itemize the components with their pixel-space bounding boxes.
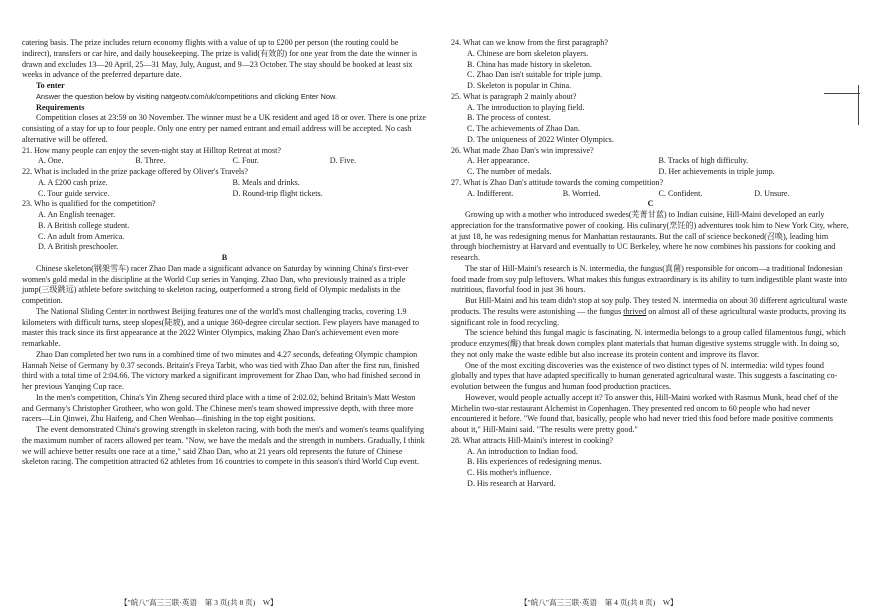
- option: B. The process of contest.: [467, 113, 551, 123]
- option: C. The achievements of Zhao Dan.: [467, 124, 580, 133]
- underlined-word: thrived: [623, 306, 647, 316]
- option: C. Confident.: [658, 188, 703, 198]
- option: D. Five.: [329, 156, 357, 166]
- option: D. Round-trip flight tickets.: [232, 188, 323, 198]
- option: C. Tour guide service.: [38, 188, 110, 198]
- option: D. The uniqueness of 2022 Winter Olympics.: [467, 134, 614, 144]
- section-b-heading: B: [221, 253, 228, 262]
- question-25: 25. What is paragraph 2 mainly about?: [451, 91, 577, 101]
- option: D. His research at Harvard.: [467, 478, 556, 488]
- requirements-heading: Requirements: [36, 102, 85, 112]
- option: A. Her appearance.: [467, 156, 530, 166]
- passage-b-paragraph: Zhao Dan completed her two runs in a combined time of two minutes and 4.27 seconds, defeating Olympic champion Hannah Neise of Germany by 0.37 seconds. Britain's Freya Tarbit, who was tied with Zhao Dan after the first run, finished third with a total time of 2:04.66. The victory marked a significant improvement for Zhao Dan, who had finished second in her previous Yanqing Cup race.: [22, 349, 421, 391]
- option: D. Skeleton is popular in China.: [467, 81, 572, 90]
- option: C. Zhao Dan isn't suitable for triple jump.: [467, 70, 603, 80]
- passage-b-paragraph: Chinese skeleton(钢架雪车) racer Zhao Dan made a significant advance on Saturday by winning China's first-ever women's gold medal in the discipline at the World Cup series in Yanqing. Zhao Dan, who previously trained as a triple jump(三级跳远) athlete before switching to skeleton racing, outperformed a strong field of Olympic medalists in the competition.: [22, 263, 409, 305]
- question-28: 28. What attracts Hill-Maini's interest in cooking?: [451, 435, 614, 445]
- option: B. His experiences of redesigning menus.: [467, 457, 602, 467]
- passage-b-paragraph: The event demonstrated China's growing strength in skeleton racing, with both the men's and women's teams qualifying the maximum number of racers allowed per team. "Now, we have the medals and the strength in numbers. Gradually, I think we will achieve better results one race at a time," said Zhao Dan, who at 21 years old represents the future of Chinese skeleton racing. The competition attracted 62 athletes from 16 countries to compete in this season's third World Cup event.: [22, 425, 425, 467]
- text-span: on almost all of these agricultural waste products, proving its significant role in food recycling.: [451, 306, 847, 327]
- option: C. The number of medals.: [467, 167, 552, 176]
- option: C. Four.: [232, 156, 259, 166]
- passage-b-paragraph: The National Sliding Center in northwest Beijing features one of the world's most challenging tracks, covering 1.9 kilometers with difficult turns, steep slopes(陡坡), and a unique 360-degree circular section. Few players have managed to master this track since its first appearance at the 2022 Winter Olympics, making Zhao Dan's achievement even more remarkable.: [22, 306, 420, 348]
- option: A. An introduction to Indian food.: [467, 446, 578, 456]
- intro-paragraph: catering basis. The prize includes return economy flights with a value of up to £200 per person (the routing could be indirect), transfers or car hire, and daily housekeeping. The prize is valid(有效的) for one year from the date the winner is drawn and excludes 13—20 April, 25—31 May, July, August, and 9—23 October. The stay should be booked at least six weeks in advance of the preferred departure date.: [22, 38, 418, 80]
- passage-b-paragraph: In the men's competition, China's Yin Zheng secured third place with a time of 2:02.02, behind Britain's Matt Weston and Germany's Christopher Grotheer, who won gold. The Chinese men's team showed impressive depth, with three more racers—Lin Qinwei, Zhu Haifeng, and Chen Wenhao—finishing in the top eight positions.: [22, 392, 416, 424]
- passage-c-paragraph: [451, 296, 850, 328]
- option: A. A £200 cash prize.: [38, 177, 108, 187]
- option: B. Tracks of high difficulty.: [658, 156, 749, 166]
- to-enter-text: Answer the question below by visiting natgeotv.com/uk/competitions and clicking Enter Now.: [36, 91, 337, 101]
- option: D. Her achievements in triple jump.: [658, 167, 775, 176]
- requirements-text: Competition closes at 23:59 on 30 November. The winner must be a UK resident and aged 18 or over. There is one prize consisting of a stay for up to four people. Only one entry per named entrant and email address will be accepted. No cash alternative will be offered.: [22, 113, 426, 144]
- option: B. Worried.: [562, 188, 601, 198]
- text-span: But Hill-Maini and his team didn't stop at soy pulp. They tested N. intermedia on about 30 different agricultural waste products. The results were astonishing — the fungus: [451, 296, 848, 316]
- option: C. An adult from America.: [38, 231, 125, 241]
- option: A. An English teenager.: [38, 210, 116, 219]
- option: B. China has made history in skeleton.: [467, 59, 592, 69]
- option: A. The introduction to playing field.: [467, 102, 585, 112]
- passage-c-paragraph: One of the most exciting discoveries was the existence of two distinct types of N. intermedia: wild types found globally and types that have adapted specifically to human generated agricultural waste. This suggests a fascinating co-evolution between the fungus and human food production practices.: [451, 360, 838, 391]
- question-23: 23. Who is qualified for the competition?: [22, 199, 156, 209]
- page-footer-right: 【"皖八"高三三联·英语 第 4 页(共 8 页) W】: [520, 598, 678, 607]
- question-21: 21. How many people can enjoy the seven-night stay at Hilltop Retreat at most?: [22, 145, 281, 155]
- option: D. Unsure.: [754, 188, 790, 198]
- option: A. Chinese are born skeleton players.: [467, 48, 589, 58]
- passage-c-paragraph: The star of Hill-Maini's research is N. intermedia, the fungus(真菌) responsible for oncom—a traditional Indonesian food made from soy pulp leftovers. What makes this fungus extraordinary is its ability to turn indigestible plant waste into nutritious, flavorful food in just 36 hours.: [451, 263, 847, 295]
- option: B. Three.: [135, 156, 166, 166]
- option: A. One.: [38, 156, 64, 166]
- margin-mark: [858, 85, 859, 125]
- margin-mark: [824, 93, 860, 94]
- passage-c-paragraph: Growing up with a mother who introduced swedes(芜菁甘蓝) to Indian cuisine, Hill-Maini developed an early appreciation for the transformative power of cooking. His culinary(烹饪的) adventures took him to New York City, where, at just 18, he was redesigning menus for Manhattan restaurants. But the call of science beckoned(召唤), leading him through biochemistry at Harvard and eventually to UC Berkeley, where he now combines his passions for cooking and research.: [451, 210, 849, 262]
- question-22: 22. What is included in the prize package offered by Oliver's Travels?: [22, 167, 248, 176]
- question-24: 24. What can we know from the first paragraph?: [451, 38, 608, 47]
- option: D. A British preschooler.: [38, 242, 119, 252]
- passage-c-paragraph: The science behind this fungal magic is fascinating. N. intermedia belongs to a group called filamentous fungi, which produce enzymes(酶) that break down complex plant materials that human digestive systems struggle with. In doing so, they not only make the waste edible but also increase its protein content and improve its flavor.: [451, 328, 846, 359]
- question-21-options: [22, 156, 427, 167]
- page-right: [435, 0, 870, 615]
- option: B. A British college student.: [38, 220, 130, 230]
- question-22-options: [22, 178, 427, 200]
- passage-c-paragraph: However, would people actually accept it? To answer this, Hill-Maini worked with Rasmus Munk, head chef of the Michelin two-star restaurant Alchemist in Copenhagen. They presented red oncom to 60 people who had never encountered it before. "We found that, basically, people who had never tried this food before made positive comments about it," Hill-Maini said. "The results were pretty good.": [451, 392, 838, 434]
- option: C. His mother's influence.: [467, 468, 552, 477]
- option: B. Meals and drinks.: [232, 177, 300, 187]
- question-26: 26. What made Zhao Dan's win impressive?: [451, 145, 594, 155]
- section-c-heading: C: [647, 199, 654, 209]
- question-27: 27. What is Zhao Dan's attitude towards the coming competition?: [451, 177, 664, 187]
- question-26-options: [451, 156, 850, 178]
- option: A. Indifferent.: [467, 188, 514, 198]
- question-27-options: [451, 189, 850, 200]
- to-enter-heading: To enter: [36, 81, 65, 90]
- page-footer-left: 【"皖八"高三三联·英语 第 3 页(共 8 页) W】: [120, 598, 278, 607]
